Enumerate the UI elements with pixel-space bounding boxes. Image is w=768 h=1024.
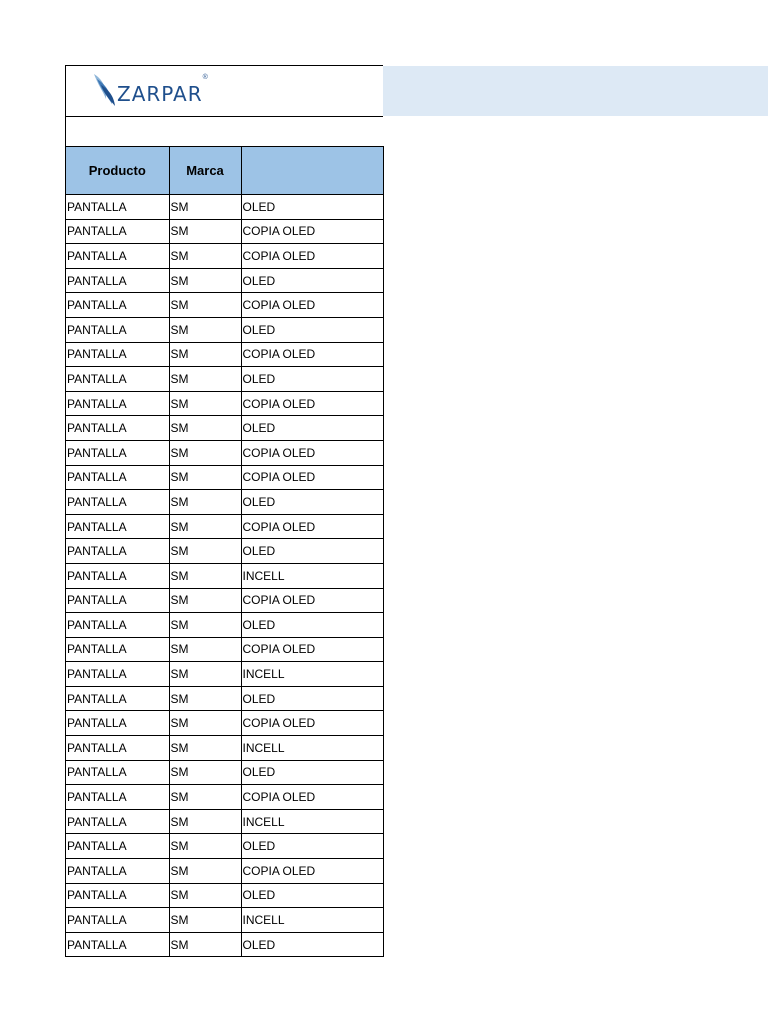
cell-tipo: OLED	[241, 416, 383, 441]
cell-marca: SM	[169, 195, 241, 220]
cell-producto: PANTALLA	[66, 465, 169, 490]
cell-producto: PANTALLA	[66, 219, 169, 244]
cell-tipo: COPIA OLED	[241, 342, 383, 367]
cell-producto: PANTALLA	[66, 563, 169, 588]
cell-producto: PANTALLA	[66, 539, 169, 564]
cell-marca: SM	[169, 859, 241, 884]
logo-wordmark: ZARPAR	[117, 82, 203, 106]
table-row	[66, 563, 383, 588]
cell-marca: SM	[169, 440, 241, 465]
table-row	[66, 859, 383, 884]
cell-producto: PANTALLA	[66, 613, 169, 638]
wing-icon	[92, 73, 116, 107]
cell-tipo: OLED	[241, 268, 383, 293]
header-band	[382, 66, 768, 116]
cell-producto: PANTALLA	[66, 859, 169, 884]
cell-producto: PANTALLA	[66, 293, 169, 318]
cell-producto: PANTALLA	[66, 490, 169, 515]
cell-tipo: COPIA OLED	[241, 391, 383, 416]
cell-tipo: OLED	[241, 760, 383, 785]
cell-producto: PANTALLA	[66, 244, 169, 269]
table-row	[66, 342, 383, 367]
cell-marca: SM	[169, 711, 241, 736]
table-row	[66, 809, 383, 834]
cell-marca: SM	[169, 760, 241, 785]
cell-producto: PANTALLA	[66, 834, 169, 859]
cell-producto: PANTALLA	[66, 195, 169, 220]
cell-tipo: OLED	[241, 834, 383, 859]
table-row	[66, 662, 383, 687]
cell-marca: SM	[169, 416, 241, 441]
cell-tipo: OLED	[241, 932, 383, 957]
cell-producto: PANTALLA	[66, 416, 169, 441]
cell-marca: SM	[169, 883, 241, 908]
cell-tipo: OLED	[241, 539, 383, 564]
cell-tipo: COPIA OLED	[241, 785, 383, 810]
cell-producto: PANTALLA	[66, 908, 169, 933]
cell-tipo: OLED	[241, 195, 383, 220]
cell-marca: SM	[169, 342, 241, 367]
table-row	[66, 588, 383, 613]
cell-tipo: COPIA OLED	[241, 859, 383, 884]
table-row	[66, 440, 383, 465]
cell-marca: SM	[169, 219, 241, 244]
cell-producto: PANTALLA	[66, 662, 169, 687]
spacer-row	[66, 117, 383, 146]
cell-tipo: INCELL	[241, 662, 383, 687]
cell-tipo: OLED	[241, 317, 383, 342]
cell-marca: SM	[169, 465, 241, 490]
cell-producto: PANTALLA	[66, 883, 169, 908]
cell-marca: SM	[169, 785, 241, 810]
cell-tipo: COPIA OLED	[241, 465, 383, 490]
table-row	[66, 539, 383, 564]
cell-producto: PANTALLA	[66, 440, 169, 465]
cell-producto: PANTALLA	[66, 736, 169, 761]
table-row	[66, 613, 383, 638]
table-row	[66, 637, 383, 662]
cell-marca: SM	[169, 908, 241, 933]
cell-marca: SM	[169, 490, 241, 515]
cell-marca: SM	[169, 613, 241, 638]
cell-tipo: COPIA OLED	[241, 219, 383, 244]
cell-tipo: COPIA OLED	[241, 244, 383, 269]
table-row	[66, 711, 383, 736]
cell-marca: SM	[169, 317, 241, 342]
table-row	[66, 244, 383, 269]
cell-tipo: COPIA OLED	[241, 588, 383, 613]
product-sheet	[65, 65, 383, 957]
cell-tipo: INCELL	[241, 736, 383, 761]
cell-producto: PANTALLA	[66, 342, 169, 367]
cell-tipo: INCELL	[241, 809, 383, 834]
cell-tipo: OLED	[241, 367, 383, 392]
table-row	[66, 490, 383, 515]
table-row	[66, 785, 383, 810]
table-row	[66, 195, 383, 220]
cell-marca: SM	[169, 736, 241, 761]
cell-marca: SM	[169, 539, 241, 564]
cell-producto: PANTALLA	[66, 588, 169, 613]
table-header-row	[66, 147, 383, 195]
table-row	[66, 268, 383, 293]
column-header-tipo	[241, 147, 383, 195]
table-row	[66, 293, 383, 318]
cell-producto: PANTALLA	[66, 711, 169, 736]
cell-producto: PANTALLA	[66, 268, 169, 293]
cell-producto: PANTALLA	[66, 760, 169, 785]
table-row	[66, 883, 383, 908]
column-header-marca: Marca	[169, 147, 241, 195]
registered-mark: ®	[202, 74, 208, 81]
cell-tipo: COPIA OLED	[241, 637, 383, 662]
table-row	[66, 367, 383, 392]
table-row	[66, 760, 383, 785]
cell-tipo: COPIA OLED	[241, 440, 383, 465]
cell-tipo: COPIA OLED	[241, 514, 383, 539]
table-row	[66, 317, 383, 342]
cell-marca: SM	[169, 391, 241, 416]
cell-marca: SM	[169, 268, 241, 293]
product-table	[66, 146, 384, 957]
table-row	[66, 834, 383, 859]
cell-marca: SM	[169, 588, 241, 613]
cell-tipo: INCELL	[241, 908, 383, 933]
cell-producto: PANTALLA	[66, 514, 169, 539]
cell-tipo: COPIA OLED	[241, 711, 383, 736]
cell-marca: SM	[169, 834, 241, 859]
cell-producto: PANTALLA	[66, 785, 169, 810]
table-row	[66, 932, 383, 957]
cell-tipo: OLED	[241, 490, 383, 515]
cell-marca: SM	[169, 637, 241, 662]
cell-tipo: INCELL	[241, 563, 383, 588]
cell-producto: PANTALLA	[66, 932, 169, 957]
cell-producto: PANTALLA	[66, 809, 169, 834]
cell-marca: SM	[169, 514, 241, 539]
table-row	[66, 391, 383, 416]
cell-tipo: OLED	[241, 883, 383, 908]
zarpar-logo	[92, 73, 208, 107]
cell-producto: PANTALLA	[66, 367, 169, 392]
table-row	[66, 686, 383, 711]
cell-tipo: OLED	[241, 613, 383, 638]
cell-marca: SM	[169, 367, 241, 392]
column-header-producto: Producto	[66, 147, 169, 195]
table-row	[66, 514, 383, 539]
table-row	[66, 736, 383, 761]
cell-marca: SM	[169, 686, 241, 711]
table-row	[66, 219, 383, 244]
table-row	[66, 465, 383, 490]
logo-row	[66, 65, 383, 117]
table-row	[66, 908, 383, 933]
cell-producto: PANTALLA	[66, 391, 169, 416]
cell-marca: SM	[169, 563, 241, 588]
cell-marca: SM	[169, 932, 241, 957]
cell-marca: SM	[169, 809, 241, 834]
cell-tipo: OLED	[241, 686, 383, 711]
cell-marca: SM	[169, 662, 241, 687]
cell-producto: PANTALLA	[66, 317, 169, 342]
cell-producto: PANTALLA	[66, 686, 169, 711]
table-row	[66, 416, 383, 441]
cell-producto: PANTALLA	[66, 637, 169, 662]
cell-marca: SM	[169, 244, 241, 269]
cell-tipo: COPIA OLED	[241, 293, 383, 318]
cell-marca: SM	[169, 293, 241, 318]
